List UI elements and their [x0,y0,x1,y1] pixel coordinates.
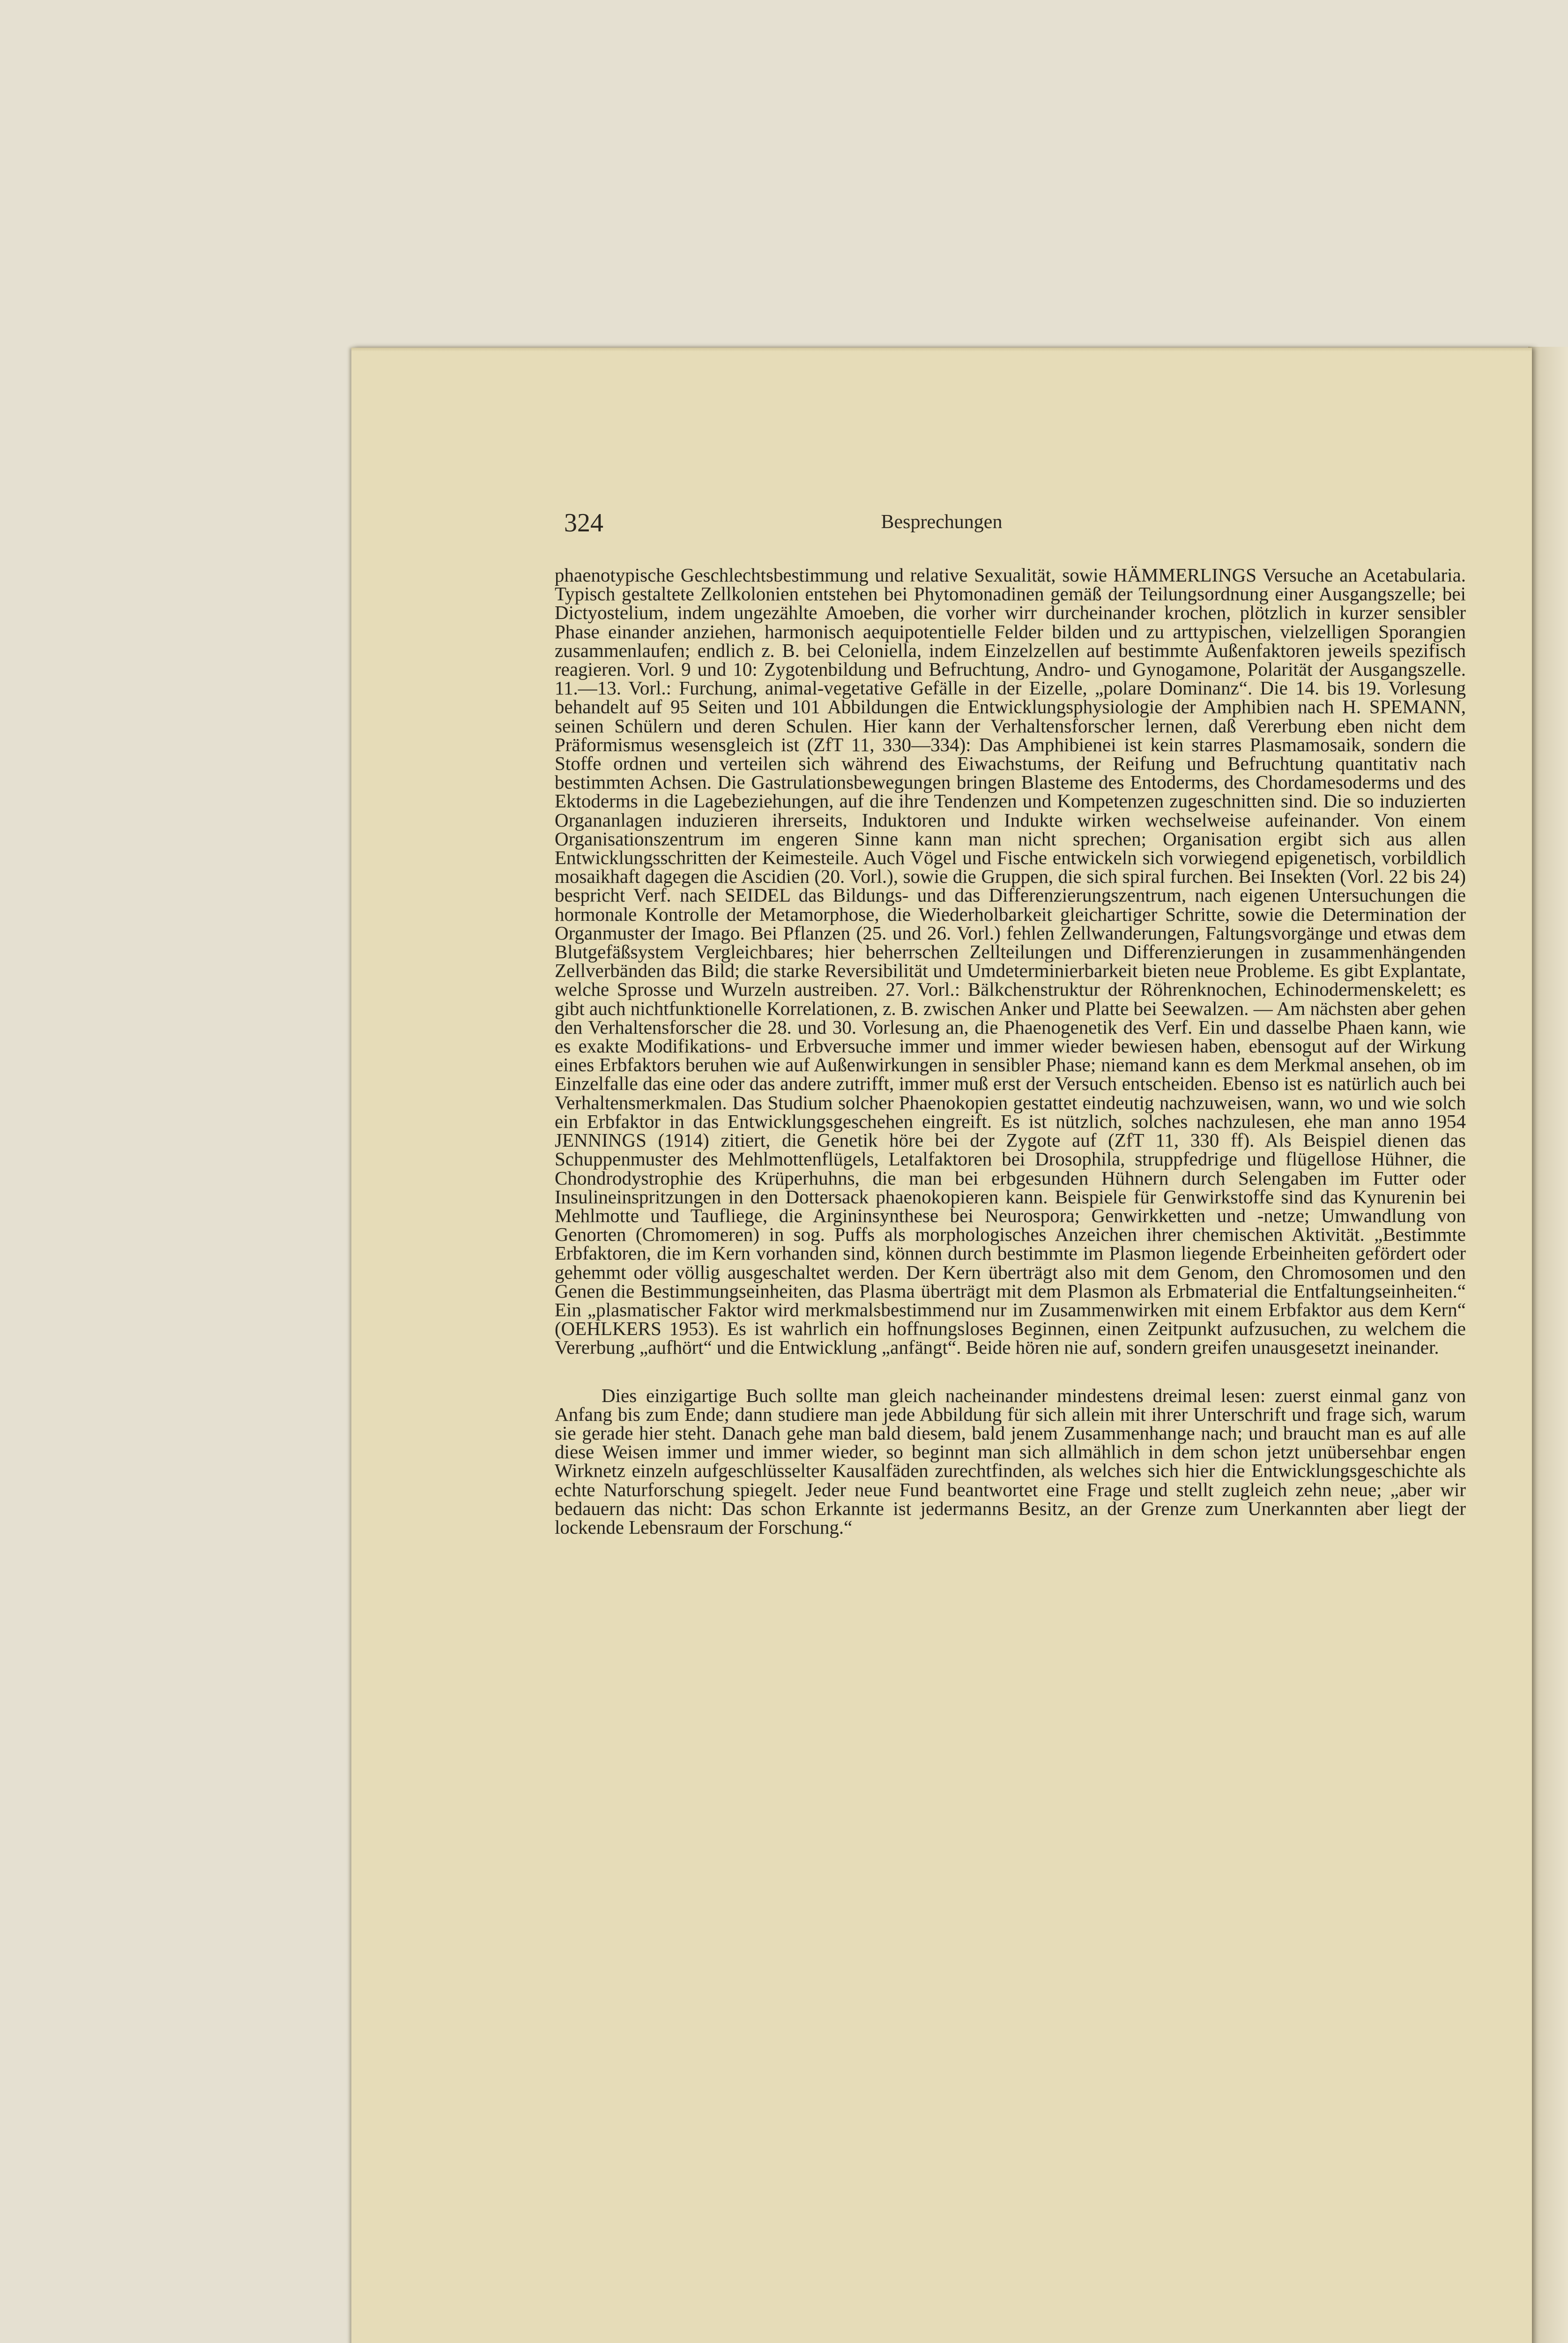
review-text [555,566,1466,1537]
adjacent-page-edge [1528,347,1568,2343]
book-page [351,348,1532,2343]
page-number: 324 [564,508,603,537]
running-head: Besprechungen [881,511,1003,533]
paragraph-2: Dies einzigartige Buch sollte man gleich nacheinander mindestens dreimal lesen: zuerst einmal ganz von Anfang bis zum Ende; dann studiere man jede Abbildung für sich allein mit ihrer Unterschrift und frage sich, warum sie gerade hier steht. Danach gehe man bald diesem, bald jenem Zusammenhange nach; und braucht man es auf alle diese Weisen immer und immer wieder, so beginnt man sich allmählich in dem schon jetzt unübersehbar engen Wirknetz einzeln aufgeschlüsselter Kausalfäden zurechtfinden, als welches sich hier die Entwicklungsgeschichte als echte Naturforschung spiegelt. Jeder neue Fund beantwortet eine Frage und stellt zugleich zehn neue; „aber wir bedauern das nicht: Das schon Erkannte ist jedermanns Besitz, an der Grenze zum Unerkannten aber liegt der lockende Lebensraum der Forschung.“ [555,1384,1466,1538]
paragraph-1: phaenotypische Geschlechtsbestimmung und relative Sexualität, sowie HÄMMERLINGS Versuche an Acetabularia. Typisch gestaltete Zellkolonien entstehen bei Phytomonadinen gemäß der Teilungsordnung einer Ausgangszelle; bei Dictyostelium, indem ungezählte Amoeben, die vorher wirr durcheinander krochen, plötzlich in kurzer sensibler Phase einander anziehen, harmonisch aequipotentielle Felder bilden und zu arttypischen, vielzelligen Sporangien zusammenlaufen; endlich z. B. bei Celoniella, indem Einzelzellen auf bestimmte Außenfaktoren jeweils spezifisch reagieren. Vorl. 9 und 10: Zygotenbildung und Befruchtung, Andro- und Gynogamone, Polarität der Ausgangszelle. 11.—13. Vorl.: Furchung, animal-vegetative Gefälle in der Eizelle, „polare Dominanz“. Die 14. bis 19. Vorlesung behandelt auf 95 Seiten und 101 Abbildungen die Entwicklungsphysiologie der Amphibien nach H. SPEMANN, seinen Schülern und deren Schulen. Hier kann der Verhaltensforscher lernen, daß Vererbung eben nicht dem Präformismus wesensgleich ist (ZfT 11, 330—334): Das Amphibienei ist kein starres Plasmamosaik, sondern die Stoffe ordnen und verteilen sich während des Eiwachstums, der Reifung und Befruchtung quantitativ nach bestimmten Achsen. Die Gastrulationsbewegungen bringen Blasteme des Entoderms, des Chordamesoderms und des Ektoderms in die Lagebeziehungen, auf die ihre Tendenzen und Kompetenzen zugeschnitten sind. Die so induzierten Organanlagen induzieren ihrerseits, Induktoren und Indukte wirken wechselweise aufeinander. Von einem Organisationszentrum im engeren Sinne kann man nicht sprechen; Organisation ergibt sich aus allen Entwicklungsschritten der Keimesteile. Auch Vögel und Fische entwickeln sich vorwiegend epigenetisch, vorbildlich mosaikhaft dagegen die Ascidien (20. Vorl.), sowie die Gruppen, die sich spiral furchen. Bei Insekten (Vorl. 22 bis 24) bespricht Verf. nach SEIDEL das Bildungs- und das Differenzierungszentrum, nach eigenen Untersuchungen die hormonale Kontrolle der Metamorphose, die Wiederholbarkeit gleichartiger Schritte, sowie die Determination der Organmuster der Imago. Bei Pflanzen (25. und 26. Vorl.) fehlen Zellwanderungen, Faltungsvorgänge und etwas dem Blutgefäßsystem Vergleichbares; hier beherrschen Zellteilungen und Differenzierungen in zusammenhängenden Zellverbänden das Bild; die starke Reversibilität und Umdeterminierbarkeit bieten neue Probleme. Es gibt Explantate, welche Sprosse und Wurzeln austreiben. 27. Vorl.: Bälkchenstruktur der Röhrenknochen, Echinodermenskelett; es gibt auch nichtfunktionelle Korrelationen, z. B. zwischen Anker und Platte bei Seewalzen. — Am nächsten aber gehen den Verhaltensforscher die 28. und 30. Vorlesung an, die Phaenogenetik des Verf. Ein und dasselbe Phaen kann, wie es exakte Modifikations- und Erbversuche immer und immer wieder bewiesen haben, ebensogut auf der Wirkung eines Erbfaktors beruhen wie auf Außenwirkungen in sensibler Phase; niemand kann es dem Merkmal ansehen, ob im Einzelfalle das eine oder das andere zutrifft, immer muß erst der Versuch entscheiden. Ebenso ist es natürlich auch bei Verhaltensmerkmalen. Das Studium solcher Phaenokopien gestattet eindeutig nachzuweisen, wann, wo und wie solch ein Erbfaktor in das Entwicklungsgeschehen eingreift. Es ist nützlich, solches nachzulesen, ehe man anno 1954 JENNINGS (1914) zitiert, die Genetik höre bei der Zygote auf (ZfT 11, 330 ff). Als Beispiel dienen das Schuppenmuster des Mehlmottenflügels, Letalfaktoren bei Drosophila, struppfedrige und flügellose Hühner, die Chondrodystrophie des Krüperhuhns, die man bei erbgesunden Hühnern durch Selengaben im Futter oder Insulineinspritzungen in den Dottersack phaenokopieren kann. Beispiele für Genwirkstoffe sind das Kynurenin bei Mehlmotte und Taufliege, die Argininsynthese bei Neurospora; Genwirkketten und -netze; Umwandlung von Genorten (Chromomeren) in sog. Puffs als morphologisches Anzeichen ihrer chemischen Aktivität. „Bestimmte Erbfaktoren, die im Kern vorhanden sind, können durch bestimmte im Plasmon liegende Erbeinheiten gefördert oder gehemmt oder völlig ausgeschaltet werden. Der Kern überträgt also mit dem Genom, den Chromosomen und den Genen die Bestimmungseinheiten, das Plasma überträgt mit dem Plasmon als Erbmaterial die Entfaltungseinheiten.“ Ein „plasmatischer Faktor wird merkmalsbestimmend nur im Zusammenwirken mit einem Erbfaktor aus dem Kern“ (OEHLKERS 1953). Es ist wahrlich ein hoffnungsloses Beginnen, einen Zeitpunkt aufzusuchen, zu welchem die Vererbung „aufhört“ und die Entwicklung „anfängt“. Beide hören nie auf, sondern greifen unausgesetzt ineinander. [555,564,1466,1358]
